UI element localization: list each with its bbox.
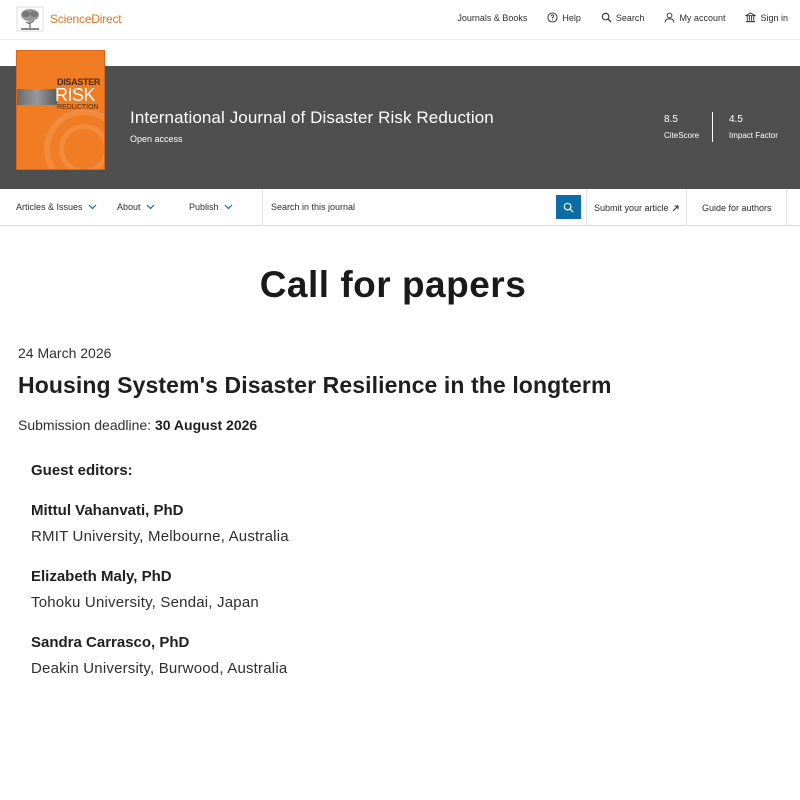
about-menu[interactable] (117, 202, 155, 212)
journal-search-button[interactable] (556, 195, 581, 219)
editor-name: Mittul Vahanvati, PhD (31, 502, 184, 519)
sign-in-label: Sign in (760, 12, 788, 23)
help-label: Help (562, 12, 581, 23)
top-nav (437, 12, 788, 23)
impact-factor-metric[interactable] (729, 114, 778, 140)
journals-books-link[interactable] (457, 13, 527, 23)
cover-text-line2: RISK (55, 85, 96, 105)
submit-article-label: Submit your article (594, 203, 669, 213)
editor-affiliation: Tohoku University, Sendai, Japan (31, 594, 259, 611)
subnav-divider (786, 189, 787, 226)
editor-affiliation: Deakin University, Burwood, Australia (31, 660, 288, 677)
subnav-divider (686, 189, 687, 226)
journal-banner (0, 66, 800, 189)
chevron-down-icon (146, 204, 155, 210)
submission-deadline (18, 417, 257, 433)
impact-factor-label: Impact Factor (729, 131, 778, 140)
journal-title[interactable]: International Journal of Disaster Risk Reduction (130, 108, 494, 127)
articles-issues-label: Articles & Issues (16, 202, 83, 212)
guest-editors-heading: Guest editors: (31, 462, 133, 479)
deadline-label: Submission deadline: (18, 417, 152, 433)
publish-label: Publish (189, 202, 219, 212)
editor-affiliation: RMIT University, Melbourne, Australia (31, 528, 289, 545)
sciencedirect-logo[interactable] (16, 6, 121, 32)
chevron-down-icon (88, 204, 97, 210)
journal-search-input[interactable] (263, 189, 553, 225)
about-label: About (117, 202, 141, 212)
external-arrow-icon (672, 205, 679, 212)
call-title: Housing System's Disaster Resilience in the longterm (18, 372, 612, 398)
publication-date: 24 March 2026 (18, 345, 112, 361)
cover-photo-strip (17, 89, 57, 105)
publish-menu[interactable] (189, 202, 233, 212)
cover-text-line1: DISASTER (57, 77, 101, 87)
brand-name: ScienceDirect (50, 12, 122, 26)
institution-icon (745, 12, 756, 23)
journal-cover[interactable] (16, 50, 105, 170)
help-link[interactable] (547, 12, 581, 23)
elsevier-tree-icon (16, 6, 44, 32)
search-link[interactable] (601, 12, 645, 23)
deadline-value: 30 August 2026 (154, 417, 258, 433)
help-circle-icon (547, 12, 558, 23)
citescore-label: CiteScore (664, 131, 700, 140)
chevron-down-icon (224, 204, 233, 210)
impact-factor-value: 4.5 (729, 114, 743, 125)
submit-article-link[interactable] (594, 203, 679, 213)
citescore-value: 8.5 (664, 114, 678, 125)
sign-in-link[interactable] (745, 12, 788, 23)
cover-ring-decoration-inner (59, 124, 105, 170)
top-bar (0, 0, 800, 40)
my-account-link[interactable] (664, 12, 725, 23)
journal-subnav (0, 189, 800, 226)
journals-books-label: Journals & Books (457, 12, 528, 23)
journal-search (262, 189, 587, 226)
editor-name: Sandra Carrasco, PhD (31, 634, 190, 651)
user-icon (664, 12, 675, 23)
editor-name: Elizabeth Maly, PhD (31, 568, 172, 585)
search-icon (563, 202, 574, 213)
search-icon (601, 12, 612, 23)
search-label: Search (615, 12, 645, 23)
articles-issues-menu[interactable] (16, 202, 97, 212)
open-access-label: Open access (130, 134, 183, 144)
cover-text-line3: REDUCTION (57, 104, 99, 111)
guide-for-authors-link[interactable]: Guide for authors (702, 203, 772, 213)
my-account-label: My account (679, 12, 726, 23)
citescore-metric[interactable] (664, 114, 699, 140)
metric-divider (712, 112, 713, 142)
page-heading: Call for papers (259, 264, 527, 305)
